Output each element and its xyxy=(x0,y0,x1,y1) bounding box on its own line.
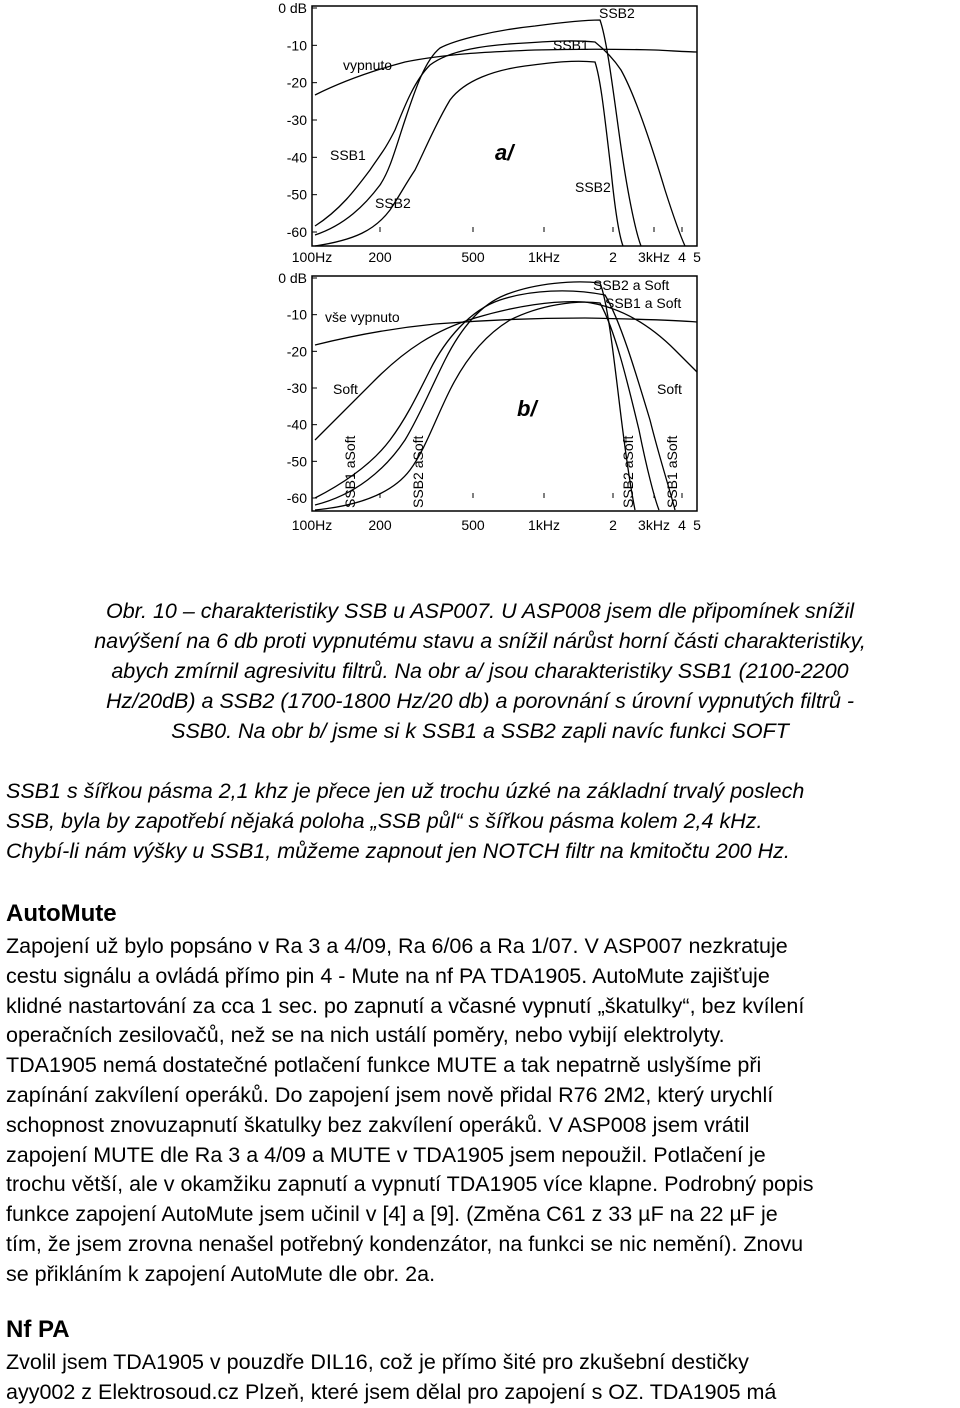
body-line: operačních zesilovačů, než se na nich ustálí poměry, nebo vybijí elektrolyty. xyxy=(6,1023,725,1048)
panel-b xyxy=(278,270,701,533)
y-tick-label: 0 dB xyxy=(278,270,307,286)
label-ssb1-a-soft: SSB1 a Soft xyxy=(605,295,682,311)
x-tick-label: 200 xyxy=(368,517,392,533)
y-tick-label: -40 xyxy=(286,416,307,433)
label-ssb2-right: SSB2 xyxy=(575,179,611,195)
x-tick-label: 3kHz xyxy=(638,517,670,533)
x-tick-label: 100Hz xyxy=(291,249,333,265)
label-ssb1-left: SSB1 xyxy=(330,147,366,163)
body-line: tím, že jsem zrovna nenašel potřebný kondenzátor, na funkci se nic nemění). Znovu xyxy=(6,1231,804,1256)
y-tick-label: -30 xyxy=(286,112,307,128)
y-tick-label: -60 xyxy=(286,224,307,240)
x-tick-label: 5 xyxy=(693,517,701,533)
label-ssb2-left: SSB2 xyxy=(375,195,411,211)
body-line: TDA1905 nemá dostatečné potlačení funkce MUTE a tak nepatrně uslyšíme při xyxy=(6,1053,762,1078)
panel-a xyxy=(278,0,701,265)
y-tick-label: -40 xyxy=(286,149,307,166)
y-tick-label: -60 xyxy=(286,490,307,506)
label-ssb1-asoft-left: SSB1 aSoft xyxy=(342,435,358,508)
y-tick-label: -50 xyxy=(286,453,307,470)
label-ssb2-top: SSB2 xyxy=(599,5,635,21)
x-tick-label: 3kHz xyxy=(638,249,670,265)
body-line: zapínání zakvílení operáků. Do zapojení jsem nově přidal R76 2M2, který urychlí xyxy=(6,1082,774,1107)
caption-line: navýšení na 6 db proti vypnutému stavu a snížil nárůst horní části charakteristiky, xyxy=(94,629,866,653)
y-tick-label: -30 xyxy=(286,380,307,396)
label-soft-right: Soft xyxy=(657,381,682,397)
frequency-response-svg xyxy=(255,0,705,540)
x-tick-label: 5 xyxy=(693,249,701,265)
label-vse-vypnuto: vše vypnuto xyxy=(325,309,400,325)
label-vypnuto: vypnuto xyxy=(343,57,393,73)
caption-line: Hz/20dB) a SSB2 (1700-1800 Hz/20 db) a porovnání s úrovní vypnutých filtrů - xyxy=(105,689,855,713)
nfpa-body xyxy=(6,1348,956,1408)
ssb-paragraph xyxy=(6,776,956,866)
body-line: schopnost znovuzapnutí škatulky bez zakvílení operáků. V ASP008 jsem vrátil xyxy=(6,1112,750,1137)
automute-heading: AutoMute xyxy=(6,900,117,927)
body-line: zapojení MUTE dle Ra 3 a 4/09 a MUTE v TDA1905 jsem nepoužil. Potlačení je xyxy=(6,1142,766,1167)
label-ssb2-asoft-right: SSB2 aSoft xyxy=(620,435,636,508)
x-tick-label: 200 xyxy=(368,249,392,265)
label-ssb1-asoft-right: SSB1 aSoft xyxy=(664,435,680,508)
x-tick-label: 1kHz xyxy=(528,249,560,265)
y-tick-label: 0 dB xyxy=(278,0,307,16)
automute-body xyxy=(6,932,956,1290)
label-ssb2-asoft-left: SSB2 aSoft xyxy=(410,435,426,508)
label-soft-left: Soft xyxy=(333,381,358,397)
x-tick-label: 500 xyxy=(461,517,485,533)
label-ssb1-top: SSB1 xyxy=(553,37,589,53)
nfpa-heading: Nf PA xyxy=(6,1316,70,1343)
body-line: Zapojení už bylo popsáno v Ra 3 a 4/09, Ra 6/06 a Ra 1/07. V ASP007 nezkratuje xyxy=(6,934,788,958)
body-line: klidné nastartování za cca 1 sec. po zapnutí a včasné vypnutí „škatulky“, bez kvílení xyxy=(6,993,805,1018)
x-tick-label: 500 xyxy=(461,249,485,265)
body-line: trochu větší, ale v okamžiku zapnutí a vypnutí TDA1905 více klapne. Podrobný popis xyxy=(6,1172,814,1197)
y-tick-label: -50 xyxy=(286,186,307,203)
body-line: ayy002 z Elektrosoud.cz Plzeň, které jsem dělal pro zapojení s OZ. TDA1905 má xyxy=(6,1379,777,1404)
panel-b-letter: b/ xyxy=(517,396,537,421)
y-tick-label: -10 xyxy=(286,306,307,323)
paragraph-line: Chybí-li nám výšky u SSB1, můžeme zapnout jen NOTCH filtr na kmitočtu 200 Hz. xyxy=(6,839,790,863)
caption-line: abych zmírnil agresivitu filtrů. Na obr a/ jsou charakteristiky SSB1 (2100-2200 xyxy=(111,659,849,683)
paragraph-line: SSB, byla by zapotřebí nějaká poloha „SSB půl“ s šířkou pásma kolem 2,4 kHz. xyxy=(6,809,763,833)
x-tick-label: 1kHz xyxy=(528,517,560,533)
y-tick-label: -20 xyxy=(286,343,307,360)
paragraph-line: SSB1 s šířkou pásma 2,1 khz je přece jen už trochu úzké na základní trvalý poslech xyxy=(6,779,805,803)
body-line: Zvolil jsem TDA1905 v pouzdře DIL16, což je přímo šité pro zkušební destičky xyxy=(6,1350,749,1374)
body-line: se přikláním k zapojení AutoMute dle obr. 2a. xyxy=(6,1261,436,1286)
x-tick-label: 2 xyxy=(609,249,617,265)
x-tick-label: 100Hz xyxy=(291,517,333,533)
panel-a-letter: a/ xyxy=(495,140,514,165)
body-line: cestu signálu a ovládá přímo pin 4 - Mute na nf PA TDA1905. AutoMute zajišťuje xyxy=(6,963,770,988)
body-line: funkce zapojení AutoMute jsem učinil v [4] a [9]. (Změna C61 z 33 µF na 22 µF je xyxy=(6,1202,778,1227)
y-tick-label: -10 xyxy=(286,37,307,54)
label-ssb2-a-soft: SSB2 a Soft xyxy=(593,277,670,293)
caption-line: Obr. 10 – charakteristiky SSB u ASP007. U ASP008 jsem dle připomínek snížil xyxy=(105,599,855,623)
x-tick-label: 2 xyxy=(609,517,617,533)
frequency-response-figure xyxy=(255,0,705,540)
panel-a-frame xyxy=(312,6,697,246)
y-tick-label: -20 xyxy=(286,74,307,91)
curve-ssb2 xyxy=(315,20,641,246)
x-tick-label: 4 xyxy=(678,517,686,533)
x-tick-label: 4 xyxy=(678,249,686,265)
caption-line: SSB0. Na obr b/ jsme si k SSB1 a SSB2 zapli navíc funkci SOFT xyxy=(171,719,789,743)
figure-caption xyxy=(0,596,960,746)
